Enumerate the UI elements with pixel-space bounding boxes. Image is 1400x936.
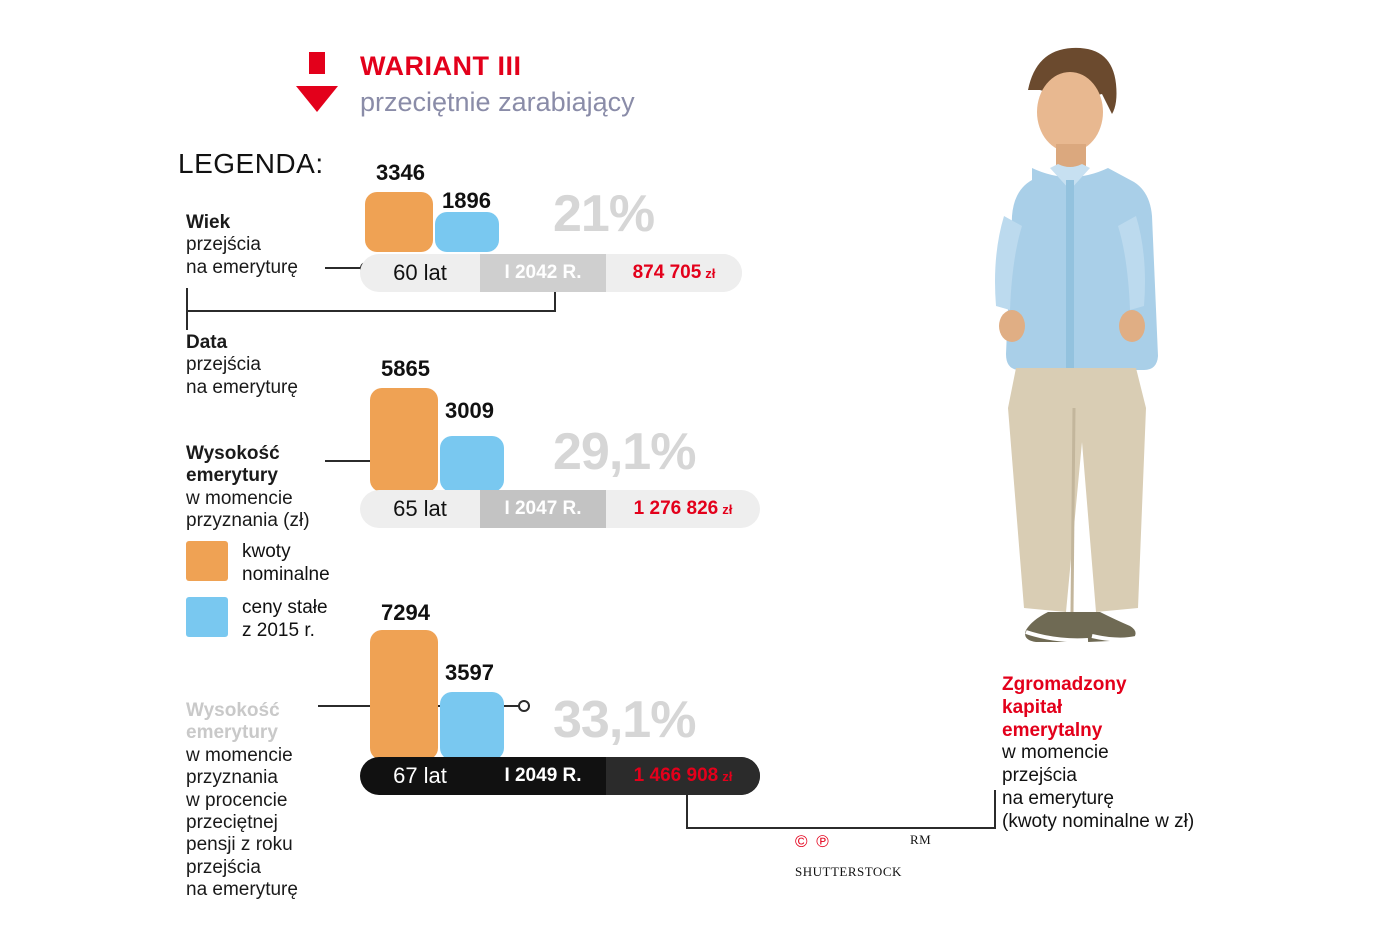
legend-item-wysokosc-rest: w momencie przyznania (zł) [186,487,310,532]
swatch-color-blue [186,597,228,637]
connector-data-horizontal [186,310,556,312]
connector-data-vertical [186,288,188,330]
right-annotation [1002,674,1194,834]
pill-capital-value-60: 874 705 [632,262,702,283]
bar-constant-67 [440,692,504,760]
copyright-icon: © ℗ [795,832,831,851]
legend-item-data-bold: Data [186,332,228,353]
legend-item-wysokosc-procent [186,700,298,902]
bar-value-constant-60: 1896 [442,188,491,213]
legend-swatch-stale [186,597,328,643]
pill-capital-unit-67: zł [722,768,733,784]
pill-capital-65 [606,490,760,528]
bar-constant-65 [440,436,504,492]
legend-swatch-nominal [186,541,330,587]
bar-nominal-67 [370,630,438,760]
down-arrow-icon [296,26,340,96]
pill-age-65: 65 lat [360,490,480,528]
swatch-color-orange [186,541,228,581]
pill-age-67: 67 lat [393,763,447,788]
percent-label-65: 29,1% [553,423,696,481]
credit-author: RM [910,832,932,847]
credit-agency: SHUTTERSTOCK [795,864,902,879]
pill-capital-unit-65: zł [722,501,733,517]
credits [795,832,902,880]
pill-row-60 [360,254,742,292]
legend-swatch-stale-label: ceny stałe z 2015 r. [242,597,328,641]
pill-capital-value-67: 1 466 908 [633,765,719,786]
legend-item-wysokosc [186,443,310,533]
bar-value-nominal-65: 5865 [381,356,430,381]
bar-value-constant-65: 3009 [445,398,494,423]
bar-value-nominal-60: 3346 [376,160,425,185]
pill-row-65 [360,490,760,528]
header [296,26,635,119]
bar-nominal-65 [370,388,438,492]
legend-item-wiek-rest: przejścia na emeryturę [186,234,298,278]
percent-label-67: 33,1% [553,691,696,749]
pill-row-67 [360,757,760,795]
legend-item-wysokosc-bold: Wysokość emerytury [186,443,280,487]
bar-value-nominal-67: 7294 [381,600,430,625]
pill-age-60: 60 lat [393,260,447,285]
pill-capital-60 [606,254,742,292]
photo-man-standing [900,20,1220,670]
variant-subtitle: przeciętnie zarabiający [360,86,635,117]
connector-kapital-up [994,790,996,829]
pill-capital-value-65: 1 276 826 [633,498,719,519]
legend-item-wysokosc-procent-rest: w momencie przyznania w procencie przeciętnej pensji z roku przejścia na emeryturę [186,744,298,901]
connector-kapital-vertical [686,793,688,829]
connector-wiek [325,267,365,269]
legend-swatch-nominal-label: kwoty nominalne [242,541,330,585]
pill-date-60: I 2042 R. [480,254,606,292]
legend-item-wiek-bold: Wiek [186,212,231,233]
connector-dot-procent [518,700,530,712]
bar-constant-60 [435,212,499,252]
legend-item-wiek [186,212,298,279]
variant-title: WARIANT III [360,51,522,81]
connector-kapital-horizontal [686,827,996,829]
bar-value-constant-67: 3597 [445,660,494,685]
bars-group-67 [370,625,510,760]
percent-label-60: 21% [553,185,655,243]
legend-item-wysokosc-procent-bold: Wysokość emerytury [186,700,280,744]
right-annotation-rest: w momencie przejścia na emeryturę (kwoty nominalne w zł) [1002,742,1195,832]
right-annotation-red: Zgromadzony kapitał emerytalny [1002,674,1127,741]
pill-capital-unit-60: zł [705,265,716,281]
legend-title: LEGENDA: [178,148,324,179]
legend-item-data [186,332,298,399]
pill-date-67: I 2049 R. [480,757,606,795]
pill-capital-67 [606,757,760,795]
legend-item-data-rest: przejścia na emeryturę [186,354,298,398]
bar-nominal-60 [365,192,433,252]
pill-date-65: I 2047 R. [480,490,606,528]
